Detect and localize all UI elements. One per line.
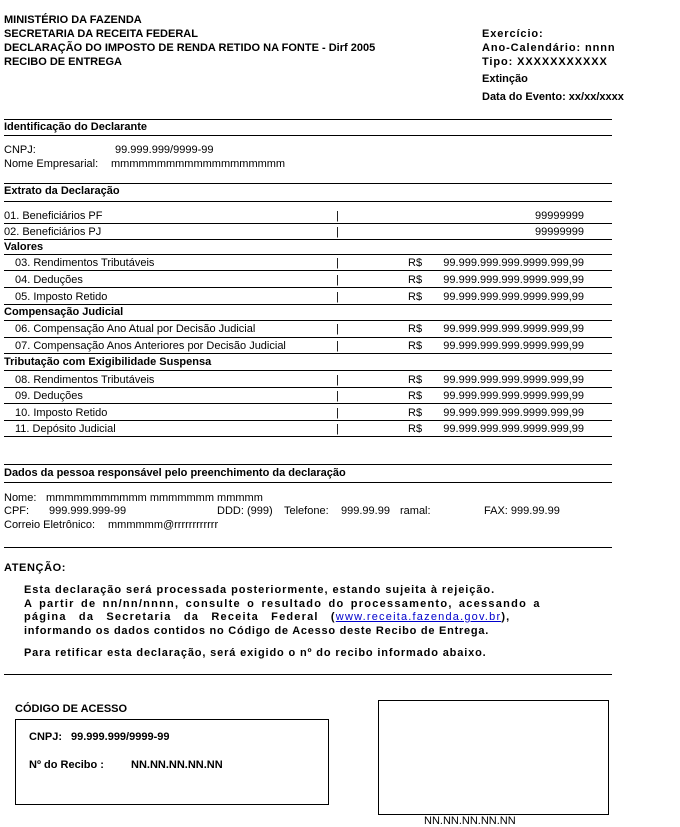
barcode-box bbox=[378, 700, 609, 815]
atencao-line3-post: ), bbox=[501, 611, 511, 623]
extincao: Extinção bbox=[482, 73, 528, 85]
codigo-cnpj-label: CNPJ: bbox=[29, 731, 63, 743]
atencao-line5: Para retificar esta declaração, será exigido o nº do recibo informado abaixo. bbox=[24, 647, 487, 659]
row-10-label: 10. Imposto Retido bbox=[15, 407, 108, 419]
beneficiarios-pj-value: 99999999 bbox=[535, 226, 584, 238]
cnpj-label: CNPJ: bbox=[4, 144, 36, 156]
divider bbox=[4, 674, 612, 675]
recibo-label: Nº do Recibo : bbox=[29, 759, 104, 771]
divider bbox=[4, 387, 612, 388]
nome-empresarial-label: Nome Empresarial: bbox=[4, 158, 99, 170]
header-ministry: MINISTÉRIO DA FAZENDA bbox=[4, 14, 142, 26]
column-separator: | bbox=[336, 374, 339, 386]
divider bbox=[4, 420, 612, 421]
row-09-value: 99.999.999.999.9999.999,99 bbox=[443, 390, 584, 402]
atencao-line4: informando os dados contidos no Código de Acesso deste Recibo de Entrega. bbox=[24, 625, 490, 637]
divider bbox=[4, 320, 612, 321]
atencao-line1: Esta declaração será processada posteriormente, estando sujeita à rejeição. bbox=[24, 584, 496, 596]
column-separator: | bbox=[336, 291, 339, 303]
header-declaracao: DECLARAÇÃO DO IMPOSTO DE RENDA RETIDO NA FONTE - Dirf 2005 bbox=[4, 42, 376, 54]
responsavel-nome-label: Nome: bbox=[4, 492, 37, 504]
ramal: ramal: bbox=[400, 505, 431, 517]
ano-calendario: Ano-Calendário: nnnn bbox=[482, 42, 616, 54]
row-06-value: 99.999.999.999.9999.999,99 bbox=[443, 323, 584, 335]
row-03-value: 99.999.999.999.9999.999,99 bbox=[443, 257, 584, 269]
divider bbox=[4, 239, 612, 240]
row-05-value: 99.999.999.999.9999.999,99 bbox=[443, 291, 584, 303]
divider bbox=[4, 337, 612, 338]
row-05-label: 05. Imposto Retido bbox=[15, 291, 108, 303]
codigo-title: CÓDIGO DE ACESSO bbox=[15, 703, 128, 715]
cnpj-value: 99.999.999/9999-99 bbox=[115, 144, 214, 156]
divider bbox=[4, 119, 612, 120]
row-09-label: 09. Deduções bbox=[15, 390, 83, 402]
column-separator: | bbox=[336, 210, 339, 222]
divider bbox=[4, 287, 612, 288]
responsavel-title: Dados da pessoa responsável pelo preenchimento da declaração bbox=[4, 467, 346, 479]
tipo: Tipo: XXXXXXXXXXX bbox=[482, 56, 608, 68]
atencao-title: ATENÇÃO: bbox=[4, 562, 67, 574]
column-separator: | bbox=[336, 390, 339, 402]
column-separator: | bbox=[336, 226, 339, 238]
divider bbox=[4, 482, 612, 483]
row-04-value: 99.999.999.999.9999.999,99 bbox=[443, 274, 584, 286]
telefone-label: Telefone: bbox=[284, 505, 329, 517]
column-separator: | bbox=[336, 257, 339, 269]
header-recibo: RECIBO DE ENTREGA bbox=[4, 56, 122, 68]
column-separator: | bbox=[336, 407, 339, 419]
atencao-line3 bbox=[24, 611, 510, 623]
divider bbox=[4, 135, 612, 136]
row-09-currency: R$ bbox=[408, 390, 423, 402]
column-separator: | bbox=[336, 423, 339, 435]
responsavel-nome-value: mmmmmmmmmmm mmmmmmm mmmmm bbox=[46, 492, 263, 504]
divider bbox=[4, 223, 612, 224]
row-06-label: 06. Compensação Ano Atual por Decisão Judicial bbox=[15, 323, 256, 335]
divider bbox=[4, 547, 612, 548]
divider bbox=[4, 370, 612, 371]
column-separator: | bbox=[336, 274, 339, 286]
divider bbox=[4, 436, 612, 437]
row-10-currency: R$ bbox=[408, 407, 423, 419]
column-separator: | bbox=[336, 323, 339, 335]
beneficiarios-pf-value: 99999999 bbox=[535, 210, 584, 222]
extrato-title: Extrato da Declaração bbox=[4, 185, 120, 197]
row-11-label: 11. Depósito Judicial bbox=[15, 423, 116, 435]
tributacao-title: Tributação com Exigibilidade Suspensa bbox=[4, 356, 212, 368]
telefone-value: 999.99.99 bbox=[341, 505, 390, 517]
cpf-label: CPF: bbox=[4, 505, 30, 517]
divider bbox=[4, 254, 612, 255]
divider bbox=[4, 201, 612, 202]
cpf-value: 999.999.999-99 bbox=[49, 505, 127, 517]
atencao-line2: A partir de nn/nn/nnnn, consulte o resultado do processamento, acessando a bbox=[24, 598, 541, 610]
row-04-label: 04. Deduções bbox=[15, 274, 83, 286]
nome-empresarial-value: mmmmmmmmmmmmmmmmmmm bbox=[111, 158, 286, 170]
divider bbox=[4, 403, 612, 404]
codigo-acesso-box bbox=[15, 719, 329, 805]
row-05-currency: R$ bbox=[408, 291, 423, 303]
divider bbox=[4, 353, 612, 354]
row-08-label: 08. Rendimentos Tributáveis bbox=[15, 374, 155, 386]
row-07-value: 99.999.999.999.9999.999,99 bbox=[443, 340, 584, 352]
row-11-value: 99.999.999.999.9999.999,99 bbox=[443, 423, 584, 435]
beneficiarios-pf-label: 01. Beneficiários PF bbox=[4, 210, 103, 222]
fax: FAX: 999.99.99 bbox=[484, 505, 560, 517]
row-03-label: 03. Rendimentos Tributáveis bbox=[15, 257, 155, 269]
ddd: DDD: (999) bbox=[217, 505, 273, 517]
compensacao-title: Compensação Judicial bbox=[4, 306, 124, 318]
row-03-currency: R$ bbox=[408, 257, 423, 269]
exercicio-label: Exercício: bbox=[482, 28, 544, 40]
row-11-currency: R$ bbox=[408, 423, 423, 435]
row-04-currency: R$ bbox=[408, 274, 423, 286]
email-label: Correio Eletrônico: bbox=[4, 519, 96, 531]
identificacao-title: Identificação do Declarante bbox=[4, 121, 148, 133]
row-08-currency: R$ bbox=[408, 374, 423, 386]
atencao-line3-pre: página da Secretaria da Receita Federal ( bbox=[24, 611, 336, 623]
receita-link[interactable]: www.receita.fazenda.gov.br bbox=[335, 611, 502, 623]
row-06-currency: R$ bbox=[408, 323, 423, 335]
row-07-label: 07. Compensação Anos Anteriores por Decisão Judicial bbox=[15, 340, 286, 352]
row-10-value: 99.999.999.999.9999.999,99 bbox=[443, 407, 584, 419]
header-secretaria: SECRETARIA DA RECEITA FEDERAL bbox=[4, 28, 198, 40]
email-value: mmmmmm@rrrrrrrrrrrr bbox=[108, 519, 219, 531]
column-separator: | bbox=[336, 340, 339, 352]
barcode-caption: NN.NN.NN.NN.NN bbox=[424, 815, 516, 827]
recibo-value: NN.NN.NN.NN.NN bbox=[131, 759, 223, 771]
valores-title: Valores bbox=[4, 241, 44, 253]
codigo-cnpj-value: 99.999.999/9999-99 bbox=[71, 731, 170, 743]
divider bbox=[4, 270, 612, 271]
data-evento: Data do Evento: xx/xx/xxxx bbox=[482, 91, 624, 103]
divider bbox=[4, 304, 612, 305]
beneficiarios-pj-label: 02. Beneficiários PJ bbox=[4, 226, 102, 238]
row-07-currency: R$ bbox=[408, 340, 423, 352]
divider bbox=[4, 464, 612, 465]
divider bbox=[4, 183, 612, 184]
row-08-value: 99.999.999.999.9999.999,99 bbox=[443, 374, 584, 386]
